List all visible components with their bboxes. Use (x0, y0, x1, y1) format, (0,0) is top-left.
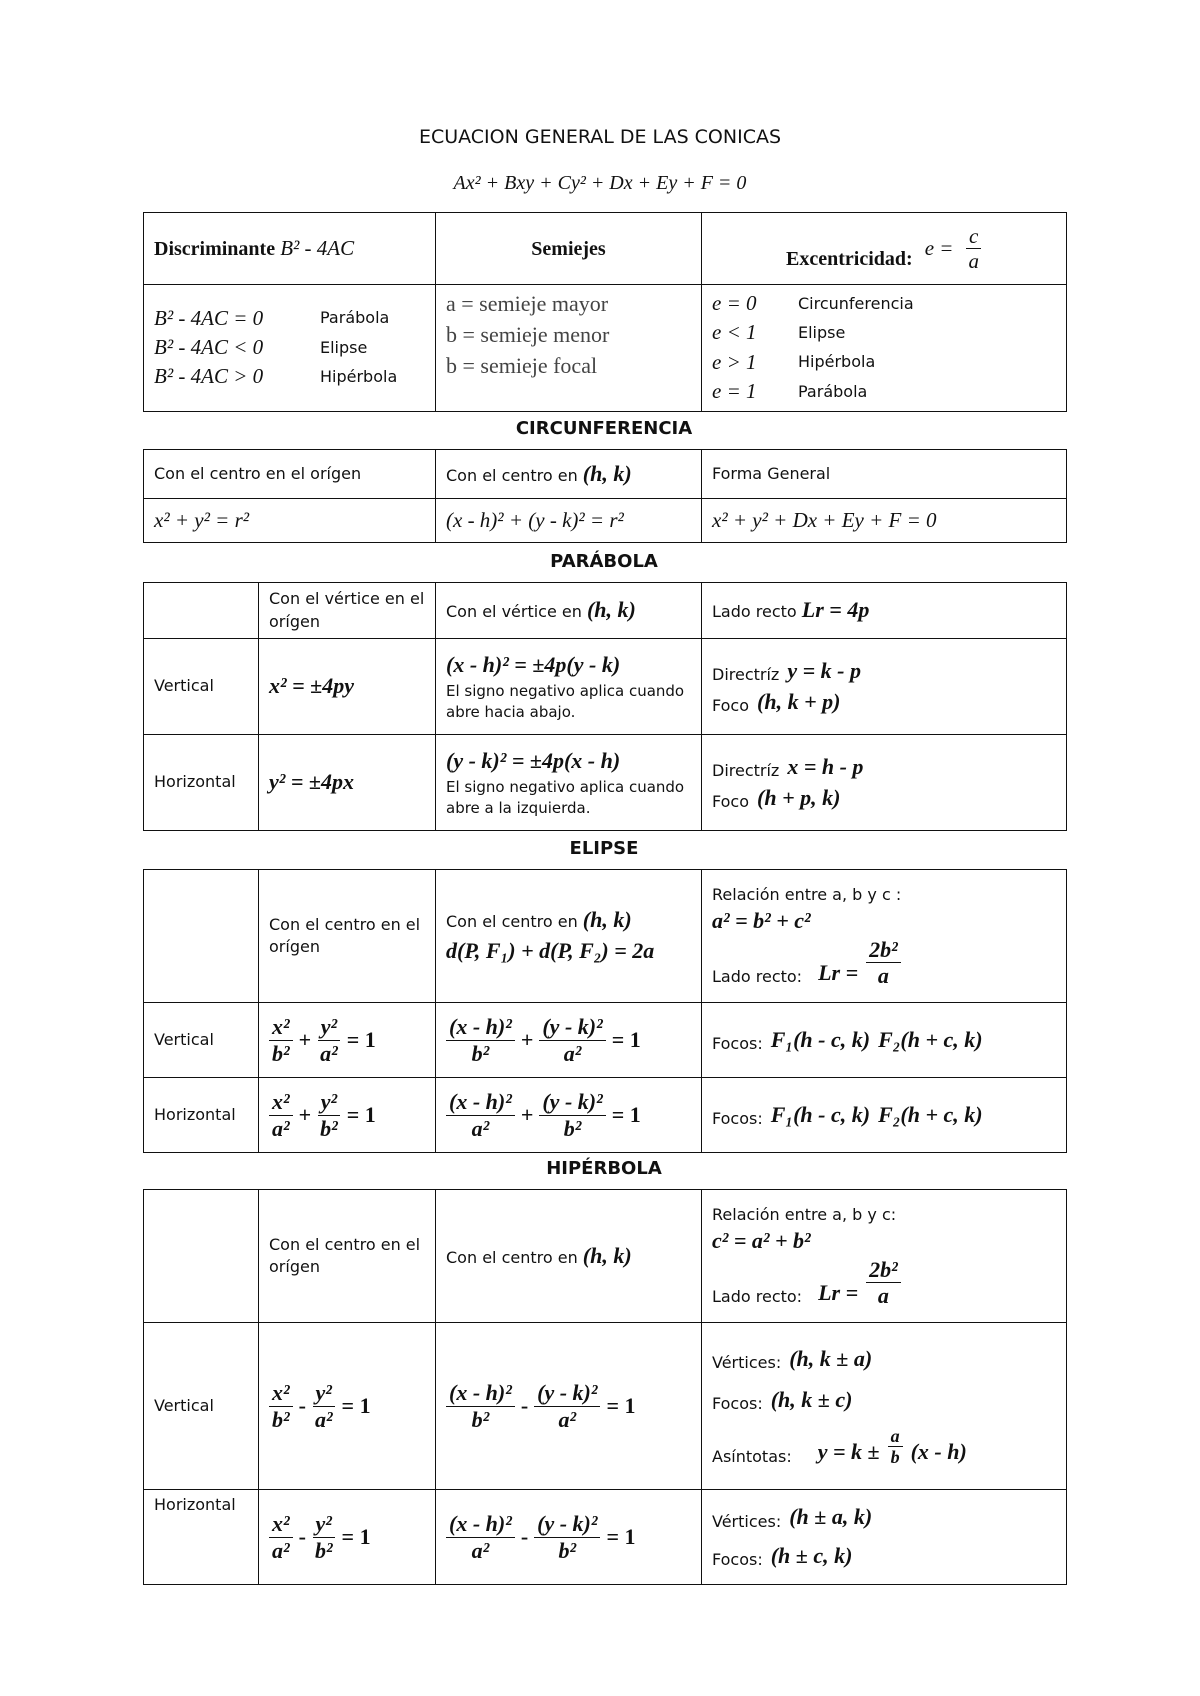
elip-lr-lhs: Lr = (818, 959, 859, 985)
ellipse-heading: ELIPSE (569, 838, 639, 859)
hip-hc-n1: (x - h)² (446, 1511, 515, 1537)
hip-vo-d1: b² (272, 1406, 290, 1432)
elip-h-f1: F₁(h - c, k) (770, 1101, 871, 1127)
semiaxes-header (436, 213, 702, 285)
elip-vc-d1: b² (471, 1040, 490, 1066)
hip-h2-text: Con el centro en (446, 1247, 578, 1267)
disc-expr-1: B² - 4AC < 0 (154, 335, 264, 360)
elip-v-f2: F₂(h + c, k) (878, 1026, 983, 1052)
elip-ho-frac1 (269, 1089, 293, 1141)
elip-ho-frac2 (317, 1089, 341, 1141)
hip-horizontal-label: Horizontal (144, 1490, 259, 1585)
parab-v-foc-label: Foco (712, 695, 750, 715)
parabola-heading: PARÁBOLA (550, 551, 658, 572)
elip-vc-frac2 (539, 1014, 605, 1066)
elip-vo-frac2 (317, 1014, 341, 1066)
hip-v-foc: (h, k ± c) (770, 1386, 853, 1412)
hip-ho-d1: a² (272, 1537, 290, 1563)
elip-h2-math: (h, k) (582, 907, 632, 933)
ellipse-table (143, 869, 1067, 1153)
circ-h3: Forma General (702, 450, 1067, 499)
elip-hc-frac1 (446, 1089, 515, 1141)
elip-vc-rhs: = 1 (611, 1026, 641, 1052)
hip-hc-frac2 (534, 1511, 600, 1563)
elip-vo-d2: a² (320, 1040, 338, 1066)
parab-v-dir: y = k - p (787, 657, 861, 683)
ecc-expr-0: e = 0 (712, 291, 757, 315)
hip-ho-frac2 (312, 1511, 336, 1563)
disc-name-1: Elipse (320, 337, 368, 357)
parab-h3-text: Lado recto (712, 602, 797, 622)
elip-vo-d1: b² (272, 1040, 290, 1066)
elip-h-f2: F₂(h + c, k) (878, 1101, 983, 1127)
hip-relation (702, 1190, 1067, 1323)
parab-horizontal-center (436, 735, 702, 831)
parab-horizontal-origin: y² = ±4px (259, 735, 436, 831)
hip-v-asin-label: Asíntotas: (712, 1446, 792, 1466)
hip-ho-d2: b² (314, 1537, 333, 1563)
parab-v-foc: (h, k + p) (757, 688, 841, 714)
semiaxes-cases (436, 285, 702, 412)
elip-ho-n1: x² (269, 1089, 293, 1115)
hip-vc-n1: (x - h)² (446, 1380, 515, 1406)
semiaxis-0: a = semieje mayor (446, 291, 609, 316)
disc-name-0: Parábola (320, 308, 390, 328)
circ-eq-origin: x² + y² = r² (144, 499, 436, 543)
hip-hc-d1: a² (471, 1537, 490, 1563)
elip-vc-d2: a² (563, 1040, 582, 1066)
hip-rel-eq: c² = a² + b² (712, 1228, 811, 1253)
eccentricity-fraction (965, 224, 982, 273)
elip-vc-plus: + (520, 1026, 534, 1052)
parab-vertical-origin: x² = ±4py (259, 639, 436, 735)
hip-ho-frac1 (269, 1511, 293, 1563)
elip-lr-fraction (866, 937, 901, 989)
hip-rel-label: Relación entre a, b y c: (712, 1204, 897, 1224)
parab-vertical-center (436, 639, 702, 735)
hip-ho-minus: - (298, 1523, 306, 1549)
ecc-name-0: Circunferencia (798, 293, 914, 313)
hip-lr-den: a (877, 1283, 889, 1309)
parab-h2 (436, 583, 702, 639)
hip-vo-d2: a² (314, 1406, 333, 1432)
elip-hc-d1: a² (471, 1115, 490, 1141)
hip-vc-d2: a² (558, 1406, 577, 1432)
elip-horizontal-origin (259, 1078, 436, 1153)
hip-hc-n2: (y - k)² (534, 1511, 600, 1537)
hip-h-vert-label: Vértices: (712, 1511, 782, 1531)
disc-expr-2: B² - 4AC > 0 (154, 364, 264, 389)
elip-hc-rhs: = 1 (611, 1101, 641, 1127)
hip-v-asin-den: b (890, 1447, 900, 1468)
hip-vc-frac2 (534, 1380, 600, 1432)
parab-h3 (702, 583, 1067, 639)
discriminant-label: Discriminante (154, 237, 276, 260)
hip-vertical-props (702, 1323, 1067, 1490)
parab-empty-header (144, 583, 259, 639)
hip-hc-frac1 (446, 1511, 515, 1563)
parab-horizontal-eq: (y - k)² = ±4p(x - h) (446, 748, 621, 774)
elip-h2-text: Con el centro en (446, 912, 578, 932)
eccentricity-lhs: e = (924, 235, 954, 260)
circ-h2-text: Con el centro en (446, 465, 578, 485)
elip-v-f1: F₁(h - c, k) (770, 1026, 871, 1052)
elip-rel-eq: a² = b² + c² (712, 908, 811, 933)
elip-vertical-foci (702, 1003, 1067, 1078)
elip-lr-label: Lado recto: (712, 967, 803, 986)
elip-h1: Con el centro en el orígen (259, 870, 436, 1003)
hip-ho-rhs: = 1 (341, 1523, 371, 1549)
elip-vc-n2: (y - k)² (539, 1014, 605, 1040)
parab-vertical-eq: (x - h)² = ±4p(y - k) (446, 652, 621, 678)
ecc-name-3: Parábola (798, 381, 868, 401)
elip-ho-d2: b² (320, 1115, 338, 1141)
elip-hc-frac2 (539, 1089, 605, 1141)
discriminant-expr: B² - 4AC (280, 235, 355, 260)
elip-horizontal-foci (702, 1078, 1067, 1153)
elip-vo-n2: y² (318, 1014, 340, 1040)
hip-ho-n1: x² (269, 1511, 293, 1537)
elip-horizontal-center (436, 1078, 702, 1153)
disc-expr-0: B² - 4AC = 0 (154, 305, 264, 330)
eccentricity-den: a (968, 249, 979, 273)
elip-h2-eq: d(P, F₁) + d(P, F₂) = 2a (446, 938, 655, 963)
hip-vc-frac1 (446, 1380, 515, 1432)
ecc-name-1: Elipse (798, 322, 846, 342)
circ-h2-math: (h, k) (582, 460, 632, 486)
hip-h-vert: (h ± a, k) (789, 1504, 873, 1530)
elip-vc-n1: (x - h)² (446, 1014, 515, 1040)
hip-vo-rhs: = 1 (341, 1392, 371, 1418)
hip-v-asin-lhs: y = k ± (817, 1439, 880, 1465)
parab-h-foc-label: Foco (712, 791, 750, 811)
elip-rel-label: Relación entre a, b y c : (712, 884, 902, 904)
elip-h-foc-label: Focos: (712, 1109, 763, 1128)
circ-h2 (436, 450, 702, 499)
hip-vo-frac1 (269, 1380, 293, 1432)
ecc-expr-1: e < 1 (712, 320, 757, 345)
hip-h1: Con el centro en el orígen (259, 1190, 436, 1323)
document-title: ECUACION GENERAL DE LAS CONICAS (418, 126, 782, 148)
summary-table (143, 212, 1067, 412)
hip-h-foc-label: Focos: (712, 1550, 763, 1570)
hip-horizontal-center (436, 1490, 702, 1585)
hip-lr-lhs: Lr = (818, 1279, 859, 1305)
elip-empty-header (144, 870, 259, 1003)
parab-v-dir-label: Directríz (712, 665, 780, 685)
elip-h2 (436, 870, 702, 1003)
hip-v-vert: (h, k ± a) (789, 1346, 873, 1372)
discriminant-cases (144, 285, 436, 412)
parab-horizontal-props (702, 735, 1067, 831)
general-equation: Ax² + Bxy + Cy² + Dx + Ey + F = 0 (453, 172, 747, 194)
hip-h-foc: (h ± c, k) (770, 1543, 853, 1568)
hyperbola-heading: HIPÉRBOLA (546, 1158, 662, 1179)
parab-horizontal-note: El signo negativo aplica cuando abre a la izquierda. (446, 777, 685, 817)
elip-ho-plus: + (298, 1101, 312, 1127)
eccentricity-label: Excentricidad: (786, 248, 913, 271)
parab-vertical-label: Vertical (144, 639, 259, 735)
elip-lr-den: a (877, 963, 889, 989)
hip-v-asin-fraction (888, 1426, 903, 1468)
circ-eq-center: (x - h)² + (y - k)² = r² (436, 499, 702, 543)
elip-hc-d2: b² (563, 1115, 582, 1141)
hip-vertical-center (436, 1323, 702, 1490)
hip-lr-num: 2b² (866, 1257, 901, 1283)
hip-h2-math: (h, k) (582, 1242, 632, 1268)
disc-name-2: Hipérbola (320, 366, 398, 386)
elip-vo-n1: x² (269, 1014, 293, 1040)
hip-vo-frac2 (312, 1380, 336, 1432)
elip-vc-frac1 (446, 1014, 515, 1066)
hip-vc-minus: - (520, 1392, 529, 1418)
elip-v-foc-label: Focos: (712, 1034, 763, 1053)
eccentricity-num: c (966, 224, 981, 249)
elip-vo-plus: + (298, 1026, 312, 1052)
hip-horizontal-props (702, 1490, 1067, 1585)
discriminant-header (144, 213, 436, 285)
ecc-name-2: Hipérbola (798, 352, 876, 372)
circumference-table (143, 449, 1067, 543)
hyperbola-table (143, 1189, 1067, 1585)
elip-ho-rhs: = 1 (346, 1101, 376, 1127)
hip-v-vert-label: Vértices: (712, 1353, 782, 1373)
circ-h1: Con el centro en el orígen (144, 450, 436, 499)
elip-vertical-origin (259, 1003, 436, 1078)
elip-vo-frac1 (269, 1014, 293, 1066)
parab-h2-math: (h, k) (586, 597, 636, 623)
hip-ho-n2: y² (313, 1511, 335, 1537)
parab-h1: Con el vértice en el orígen (259, 583, 436, 639)
hip-lr-label: Lado recto: (712, 1287, 803, 1306)
parabola-table (143, 582, 1067, 831)
semiaxes-label: Semiejes (531, 237, 606, 260)
hip-empty-header (144, 1190, 259, 1323)
hip-hc-minus: - (520, 1523, 529, 1549)
parab-vertical-note: El signo negativo aplica cuando abre hacia abajo. (446, 681, 685, 721)
hip-vc-rhs: = 1 (606, 1392, 636, 1418)
elip-ho-n2: y² (318, 1089, 340, 1115)
hip-hc-d2: b² (558, 1537, 577, 1563)
semiaxis-2: b = semieje focal (446, 352, 598, 378)
hip-vc-d1: b² (471, 1406, 490, 1432)
hip-v-asin-num: a (888, 1426, 903, 1448)
elip-vo-rhs: = 1 (346, 1026, 376, 1052)
elip-hc-n2: (y - k)² (539, 1089, 605, 1115)
ecc-expr-3: e = 1 (712, 379, 757, 404)
elip-vertical-center (436, 1003, 702, 1078)
hip-vo-n1: x² (269, 1380, 293, 1406)
elip-lr-num: 2b² (866, 937, 901, 963)
circumference-heading: CIRCUNFERENCIA (515, 418, 693, 439)
hip-vo-n2: y² (313, 1380, 335, 1406)
elip-ho-d1: a² (272, 1115, 290, 1141)
elip-horizontal-label: Horizontal (144, 1078, 259, 1153)
hip-h2 (436, 1190, 702, 1323)
hip-horizontal-origin (259, 1490, 436, 1585)
elip-hc-n1: (x - h)² (446, 1089, 515, 1115)
parab-horizontal-label: Horizontal (144, 735, 259, 831)
hip-vc-n2: (y - k)² (534, 1380, 600, 1406)
elip-hc-plus: + (520, 1101, 534, 1127)
hip-vertical-label: Vertical (144, 1323, 259, 1490)
eccentricity-header (702, 213, 1067, 285)
ecc-expr-2: e > 1 (712, 349, 757, 374)
hip-hc-rhs: = 1 (606, 1523, 636, 1549)
parab-vertical-props (702, 639, 1067, 735)
semiaxis-1: b = semieje menor (446, 321, 610, 347)
eccentricity-cases (702, 285, 1067, 412)
circ-eq-general: x² + y² + Dx + Ey + F = 0 (702, 499, 1067, 543)
parab-h-dir: x = h - p (787, 753, 864, 779)
elip-vertical-label: Vertical (144, 1003, 259, 1078)
parab-h2-text: Con el vértice en (446, 602, 582, 622)
parab-h3-math: Lr = 4p (801, 597, 870, 623)
hip-v-asin-rhs: (x - h) (910, 1439, 967, 1465)
elip-relation (702, 870, 1067, 1003)
hip-vo-minus: - (298, 1392, 306, 1418)
parab-h-foc: (h + p, k) (757, 784, 841, 810)
parab-h-dir-label: Directríz (712, 761, 780, 781)
hip-lr-fraction (866, 1257, 901, 1309)
hip-vertical-origin (259, 1323, 436, 1490)
hip-v-foc-label: Focos: (712, 1394, 763, 1414)
